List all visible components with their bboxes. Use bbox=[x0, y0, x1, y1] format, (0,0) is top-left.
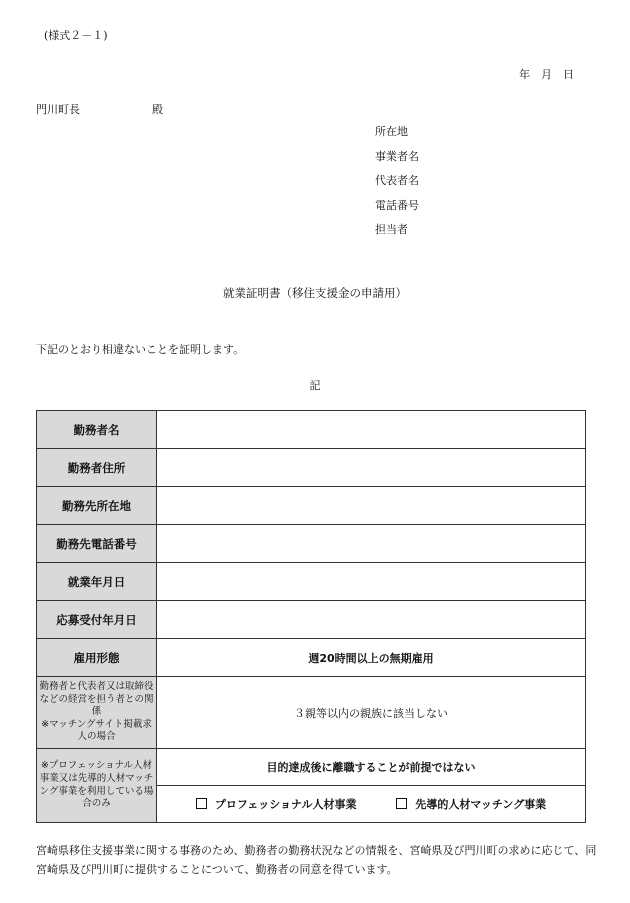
workplace-phone-field[interactable] bbox=[157, 525, 586, 563]
applicant-label-company: 事業者名 bbox=[375, 149, 419, 163]
employment-certificate-table bbox=[36, 410, 586, 823]
form-number: (様式２－１) bbox=[44, 29, 108, 42]
checkbox-professional-label: プロフェッショナル人材事業 bbox=[214, 797, 357, 811]
table-row bbox=[37, 411, 586, 449]
applicant-block bbox=[375, 120, 419, 243]
ki-heading: 記 bbox=[309, 379, 321, 392]
applicant-label-representative: 代表者名 bbox=[375, 174, 419, 188]
employment-date-field[interactable] bbox=[157, 563, 586, 601]
table-row bbox=[37, 487, 586, 525]
table-row bbox=[37, 563, 586, 601]
row-label-workplace-phone: 勤務先電話番号 bbox=[37, 525, 157, 563]
consent-footnote: 宮崎県移住支援事業に関する事務のため、勤務者の勤務状況などの情報を、宮崎県及び門川町の求めに応じて、同宮崎県及び門川町に提供することについて、勤務者の同意を得ています。 bbox=[36, 844, 597, 876]
row-label-employment-date: 就業年月日 bbox=[37, 563, 157, 601]
addressee-line bbox=[36, 101, 163, 117]
row-label-application-date: 応募受付年月日 bbox=[37, 601, 157, 639]
relation-label: 勤務者と代表者又は取締役などの経営を担う者との関係 ※マッチングサイト掲載求人の場合 bbox=[39, 681, 154, 743]
worker-address-field[interactable] bbox=[157, 449, 586, 487]
program-checkboxes bbox=[157, 786, 586, 823]
row-label-worker-name: 勤務者名 bbox=[37, 411, 157, 449]
worker-name-field[interactable] bbox=[157, 411, 586, 449]
table-row bbox=[37, 749, 586, 786]
application-date-field[interactable] bbox=[157, 601, 586, 639]
employment-type-value: 週20時間以上の無期雇用 bbox=[157, 639, 586, 677]
row-label-professional: ※プロフェッショナル人材事業又は先導的人材マッチング事業を利用している場合のみ bbox=[37, 749, 157, 823]
workplace-address-field[interactable] bbox=[157, 487, 586, 525]
checkbox-icon[interactable] bbox=[396, 798, 407, 809]
document-title: 就業証明書（移住支援金の申請用） bbox=[223, 286, 407, 300]
professional-value: 目的達成後に離職することが前提ではない bbox=[157, 749, 586, 786]
applicant-label-contact: 担当者 bbox=[375, 223, 408, 237]
table-row bbox=[37, 639, 586, 677]
row-label-worker-address: 勤務者住所 bbox=[37, 449, 157, 487]
row-label-employment-type: 雇用形態 bbox=[37, 639, 157, 677]
date-line: 年 月 日 bbox=[519, 68, 574, 81]
applicant-label-phone: 電話番号 bbox=[375, 198, 419, 212]
checkbox-leading-matching-label: 先導的人材マッチング事業 bbox=[415, 797, 547, 811]
addressee: 門川町長 bbox=[36, 103, 80, 116]
checkbox-leading-matching[interactable] bbox=[396, 796, 546, 812]
checkbox-icon[interactable] bbox=[196, 798, 207, 809]
applicant-label-address: 所在地 bbox=[375, 125, 408, 138]
table-row bbox=[37, 677, 586, 749]
table-row bbox=[37, 601, 586, 639]
intro-text: 下記のとおり相違ないことを証明します。 bbox=[36, 343, 245, 356]
relation-value: ３親等以内の親族に該当しない bbox=[157, 677, 586, 749]
row-label-relation bbox=[37, 677, 157, 749]
honorific: 殿 bbox=[152, 103, 163, 116]
table-row bbox=[37, 525, 586, 563]
checkbox-professional[interactable] bbox=[196, 796, 357, 812]
table-row bbox=[37, 449, 586, 487]
row-label-workplace-address: 勤務先所在地 bbox=[37, 487, 157, 525]
